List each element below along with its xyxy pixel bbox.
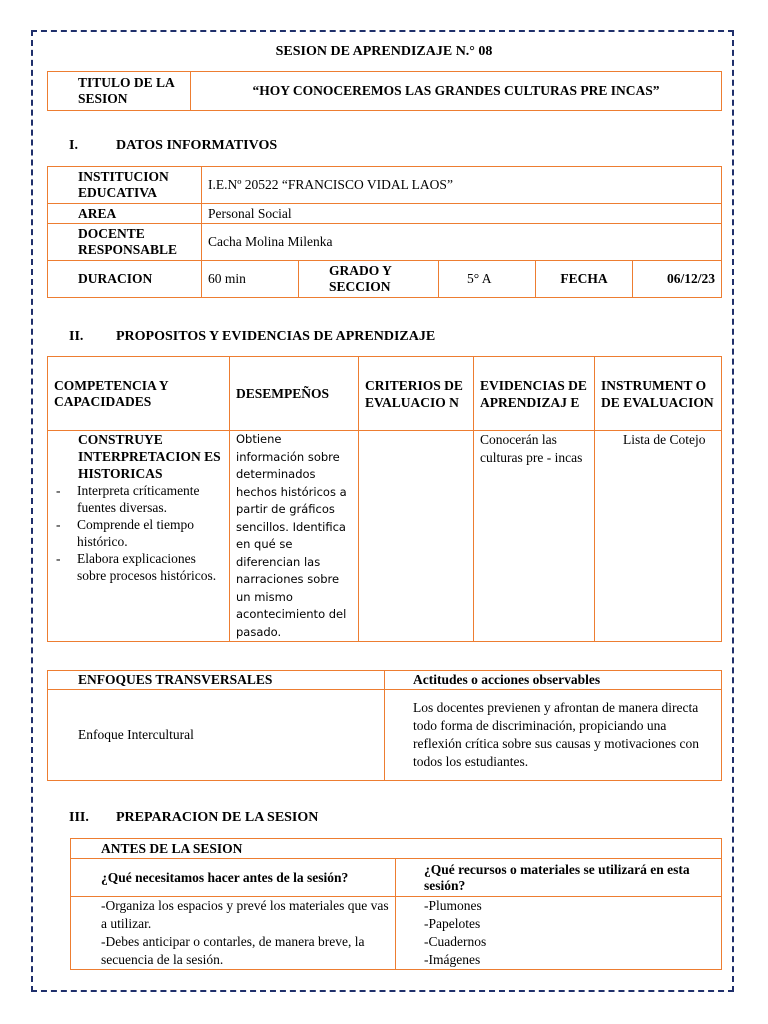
- section-1-title: DATOS INFORMATIVOS: [116, 138, 278, 153]
- section-1-number: I.: [69, 138, 78, 153]
- capacity-item: - Elabora explicaciones sobre procesos históricos.: [54, 550, 223, 584]
- grade-value: 5° A: [439, 261, 536, 298]
- material-item: -Imágenes: [424, 952, 481, 967]
- header-competence: COMPETENCIA Y CAPACIDADES: [48, 357, 230, 431]
- institution-label: INSTITUCION EDUCATIVA: [48, 167, 202, 204]
- todo-item: -Debes anticipar o contarles, de manera breve, la secuencia de la sesión.: [101, 934, 365, 967]
- capacity-item: - Interpreta críticamente fuentes diversas.: [54, 482, 223, 516]
- instrument-text: Lista de Cotejo: [595, 431, 722, 642]
- criteria-text: [359, 431, 474, 642]
- header-performance: DESEMPEÑOS: [230, 357, 359, 431]
- question-materials: ¿Qué recursos o materiales se utilizará en esta sesión?: [396, 859, 722, 897]
- material-item: -Papelotes: [424, 916, 481, 931]
- before-session-title: ANTES DE LA SESION: [71, 839, 722, 859]
- date-label: FECHA: [536, 261, 633, 298]
- approach-actions: Los docentes previenen y afrontan de manera directa todo forma de discriminación, propiciando una reflexión crítica sobre sus causas y motivaciones con todos los estudiantes.: [385, 690, 722, 781]
- teacher-value: Cacha Molina Milenka: [202, 224, 722, 261]
- header-criteria: CRITERIOS DE EVALUACIO N: [359, 357, 474, 431]
- section-3-number: III.: [69, 810, 89, 825]
- header-evidence: EVIDENCIAS DE APRENDIZAJ E: [474, 357, 595, 431]
- grade-label: GRADO Y SECCION: [299, 261, 439, 298]
- date-value: 06/12/23: [633, 261, 722, 298]
- todo-item: -Organiza los espacios y prevé los materiales que vas a utilizar.: [101, 898, 389, 931]
- duration-value: 60 min: [202, 261, 299, 298]
- approach-name: Enfoque Intercultural: [48, 690, 385, 781]
- teacher-label: DOCENTE RESPONSABLE: [48, 224, 202, 261]
- area-value: Personal Social: [202, 204, 722, 224]
- session-title-value: “HOY CONOCEREMOS LAS GRANDES CULTURAS PRE INCAS”: [191, 72, 722, 111]
- transversal-table: [47, 670, 722, 781]
- institution-value: I.E.Nº 20522 “FRANCISCO VIDAL LAOS”: [202, 167, 722, 204]
- preparation-table: [70, 838, 722, 970]
- section-2-heading: [69, 329, 435, 345]
- evidence-text: Conocerán las culturas pre - incas: [474, 431, 595, 642]
- capacities-list: [54, 482, 223, 584]
- document-title: SESION DE APRENDIZAJE N.° 08: [275, 44, 493, 59]
- session-title-table: [47, 71, 722, 111]
- section-2-title: PROPOSITOS Y EVIDENCIAS DE APRENDIZAJE: [116, 329, 436, 344]
- section-3-title: PREPARACION DE LA SESION: [116, 810, 319, 825]
- header-instrument: INSTRUMENT O DE EVALUACION: [595, 357, 722, 431]
- actions-header: Actitudes o acciones observables: [385, 671, 722, 690]
- material-item: -Plumones: [424, 898, 482, 913]
- area-label: AREA: [48, 204, 202, 224]
- section-3-heading: [69, 810, 318, 826]
- competence-title: CONSTRUYE INTERPRETACION ES HISTORICAS: [78, 432, 221, 481]
- purposes-table: [47, 356, 722, 642]
- capacity-item: - Comprende el tiempo histórico.: [54, 516, 223, 550]
- question-todo: ¿Qué necesitamos hacer antes de la sesión?: [71, 859, 396, 897]
- performance-text: Obtiene información sobre determinados hechos históricos a partir de gráficos sencillos. Identifica en qué se diferencian las narraciones sobre un mismo acontecimiento del pasado.: [230, 431, 359, 642]
- transversal-header: ENFOQUES TRANSVERSALES: [48, 671, 385, 690]
- session-title-label: TITULO DE LA SESION: [48, 72, 191, 111]
- duration-label: DURACION: [48, 261, 202, 298]
- info-table: [47, 166, 722, 298]
- section-2-number: II.: [69, 329, 84, 344]
- section-1-heading: [69, 138, 277, 154]
- material-item: -Cuadernos: [424, 934, 487, 949]
